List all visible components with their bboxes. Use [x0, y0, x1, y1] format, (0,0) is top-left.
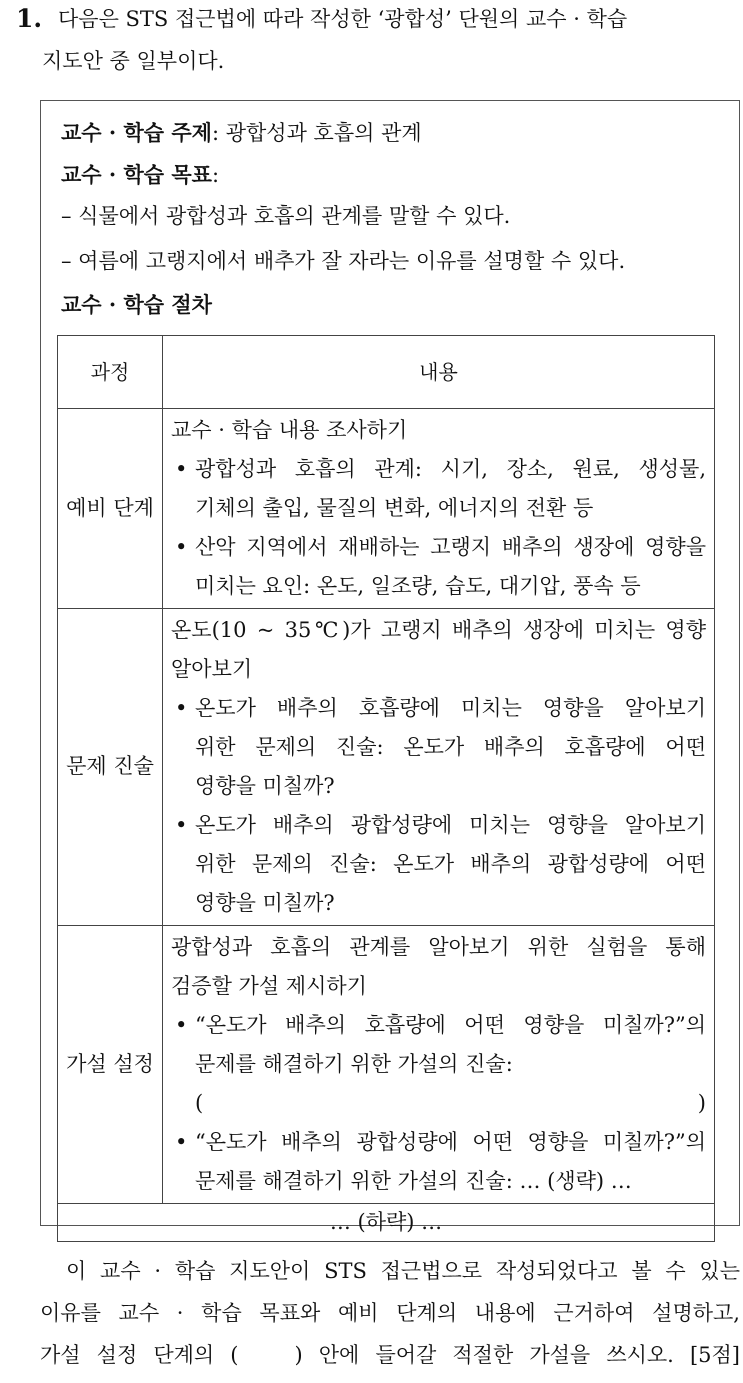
bullet-dot: • — [175, 1013, 188, 1037]
procedure-label: 교수 · 학습 절차 — [61, 292, 212, 317]
answer-blank — [171, 1084, 706, 1123]
goals-colon: : — [211, 163, 220, 187]
bullet-line: 광합성과 호흡의 관계: 시기, 장소, 원료, 생성물, — [195, 457, 706, 481]
bullet-line: 온도가 배추의 호흡량에 미치는 영향을 알아보기 — [195, 696, 706, 720]
instruction-line-2: 이유를 교수 · 학습 목표와 예비 단계의 내용에 근거하여 설명하고, — [40, 1301, 740, 1325]
procedure-table — [57, 335, 715, 1242]
table-footer-row — [58, 1204, 715, 1242]
bullet-item — [171, 450, 706, 528]
instruction-paragraph — [40, 1250, 740, 1376]
table-row — [58, 409, 715, 609]
theme-value: : 광합성과 호흡의 관계 — [211, 121, 422, 145]
bullet-line: 문제를 해결하기 위한 가설의 진술: — [195, 1052, 513, 1076]
header-stage: 과정 — [58, 336, 163, 409]
bullet-item — [171, 1006, 706, 1084]
bullet-item — [171, 1123, 706, 1201]
bullet-dot: • — [175, 813, 188, 837]
bullet-line: “온도가 배추의 호흡량에 어떤 영향을 미칠까?”의 — [195, 1013, 706, 1037]
goal-item-1: – 식물에서 광합성과 호흡의 관계를 말할 수 있다. — [61, 204, 511, 228]
table-footer: … (하략) … — [58, 1204, 715, 1242]
goals-line — [61, 159, 219, 192]
bullet-line: 영향을 미칠까? — [195, 891, 335, 915]
table-row — [58, 609, 715, 926]
paren-close: ) — [697, 1091, 706, 1115]
bullet-line: 위한 문제의 진술: 온도가 배추의 광합성량에 어떤 — [195, 852, 706, 876]
bullet-dot: • — [175, 457, 188, 481]
table-header-row — [58, 336, 715, 409]
stage-cell-hypothesis: 가설 설정 — [58, 926, 163, 1204]
stage-cell-problem: 문제 진술 — [58, 609, 163, 926]
content-intro: 온도(10 ~ 35℃)가 고랭지 배추의 생장에 미치는 영향 — [171, 618, 706, 642]
content-intro: 알아보기 — [171, 657, 253, 681]
table-row — [58, 926, 715, 1204]
content-intro: 교수 · 학습 내용 조사하기 — [171, 418, 408, 442]
bullet-dot: • — [175, 1130, 188, 1154]
question-number: 1. — [16, 4, 43, 33]
question-stem-line-2: 지도안 중 일부이다. — [42, 49, 225, 73]
bullet-line: 산악 지역에서 재배하는 고랭지 배추의 생장에 영향을 — [195, 535, 706, 559]
bullet-line: 온도가 배추의 광합성량에 미치는 영향을 알아보기 — [195, 813, 706, 837]
bullet-dot: • — [175, 535, 188, 559]
bullet-item — [171, 528, 706, 606]
bullet-dot: • — [175, 696, 188, 720]
content-intro: 광합성과 호흡의 관계를 알아보기 위한 실험을 통해 — [171, 935, 706, 959]
bullet-item — [171, 806, 706, 923]
question-stem-line-1: 다음은 STS 접근법에 따라 작성한 ‘광합성’ 단원의 교수 · 학습 — [58, 7, 628, 31]
goals-label: 교수 · 학습 목표 — [61, 162, 212, 187]
bullet-line: “온도가 배추의 광합성량에 어떤 영향을 미칠까?”의 — [195, 1130, 706, 1154]
stage-cell-preliminary: 예비 단계 — [58, 409, 163, 609]
instruction-line-3: 가설 설정 단계의 ( ) 안에 들어갈 적절한 가설을 쓰시오. [5점] — [40, 1343, 740, 1367]
goal-item-2: – 여름에 고랭지에서 배추가 잘 자라는 이유를 설명할 수 있다. — [61, 249, 626, 273]
theme-label: 교수 · 학습 주제 — [61, 120, 212, 145]
lesson-plan-box — [40, 100, 740, 1234]
content-cell-preliminary — [163, 409, 715, 609]
bullet-item — [171, 689, 706, 806]
bullet-line: 영향을 미칠까? — [195, 774, 335, 798]
bullet-line: 미치는 요인: 온도, 일조량, 습도, 대기압, 풍속 등 — [195, 574, 641, 598]
theme-line — [61, 117, 422, 150]
bullet-line: 문제를 해결하기 위한 가설의 진술: … (생략) … — [195, 1169, 632, 1193]
bullet-line: 위한 문제의 진술: 온도가 배추의 호흡량에 어떤 — [195, 735, 706, 759]
header-content: 내용 — [163, 336, 715, 409]
paren-open: ( — [195, 1091, 204, 1115]
content-cell-problem — [163, 609, 715, 926]
content-intro: 검증할 가설 제시하기 — [171, 974, 367, 998]
bullet-line: 기체의 출입, 물질의 변화, 에너지의 전환 등 — [195, 496, 594, 520]
content-cell-hypothesis — [163, 926, 715, 1204]
instruction-line-1: 이 교수 · 학습 지도안이 STS 접근법으로 작성되었다고 볼 수 있는 — [66, 1259, 740, 1283]
